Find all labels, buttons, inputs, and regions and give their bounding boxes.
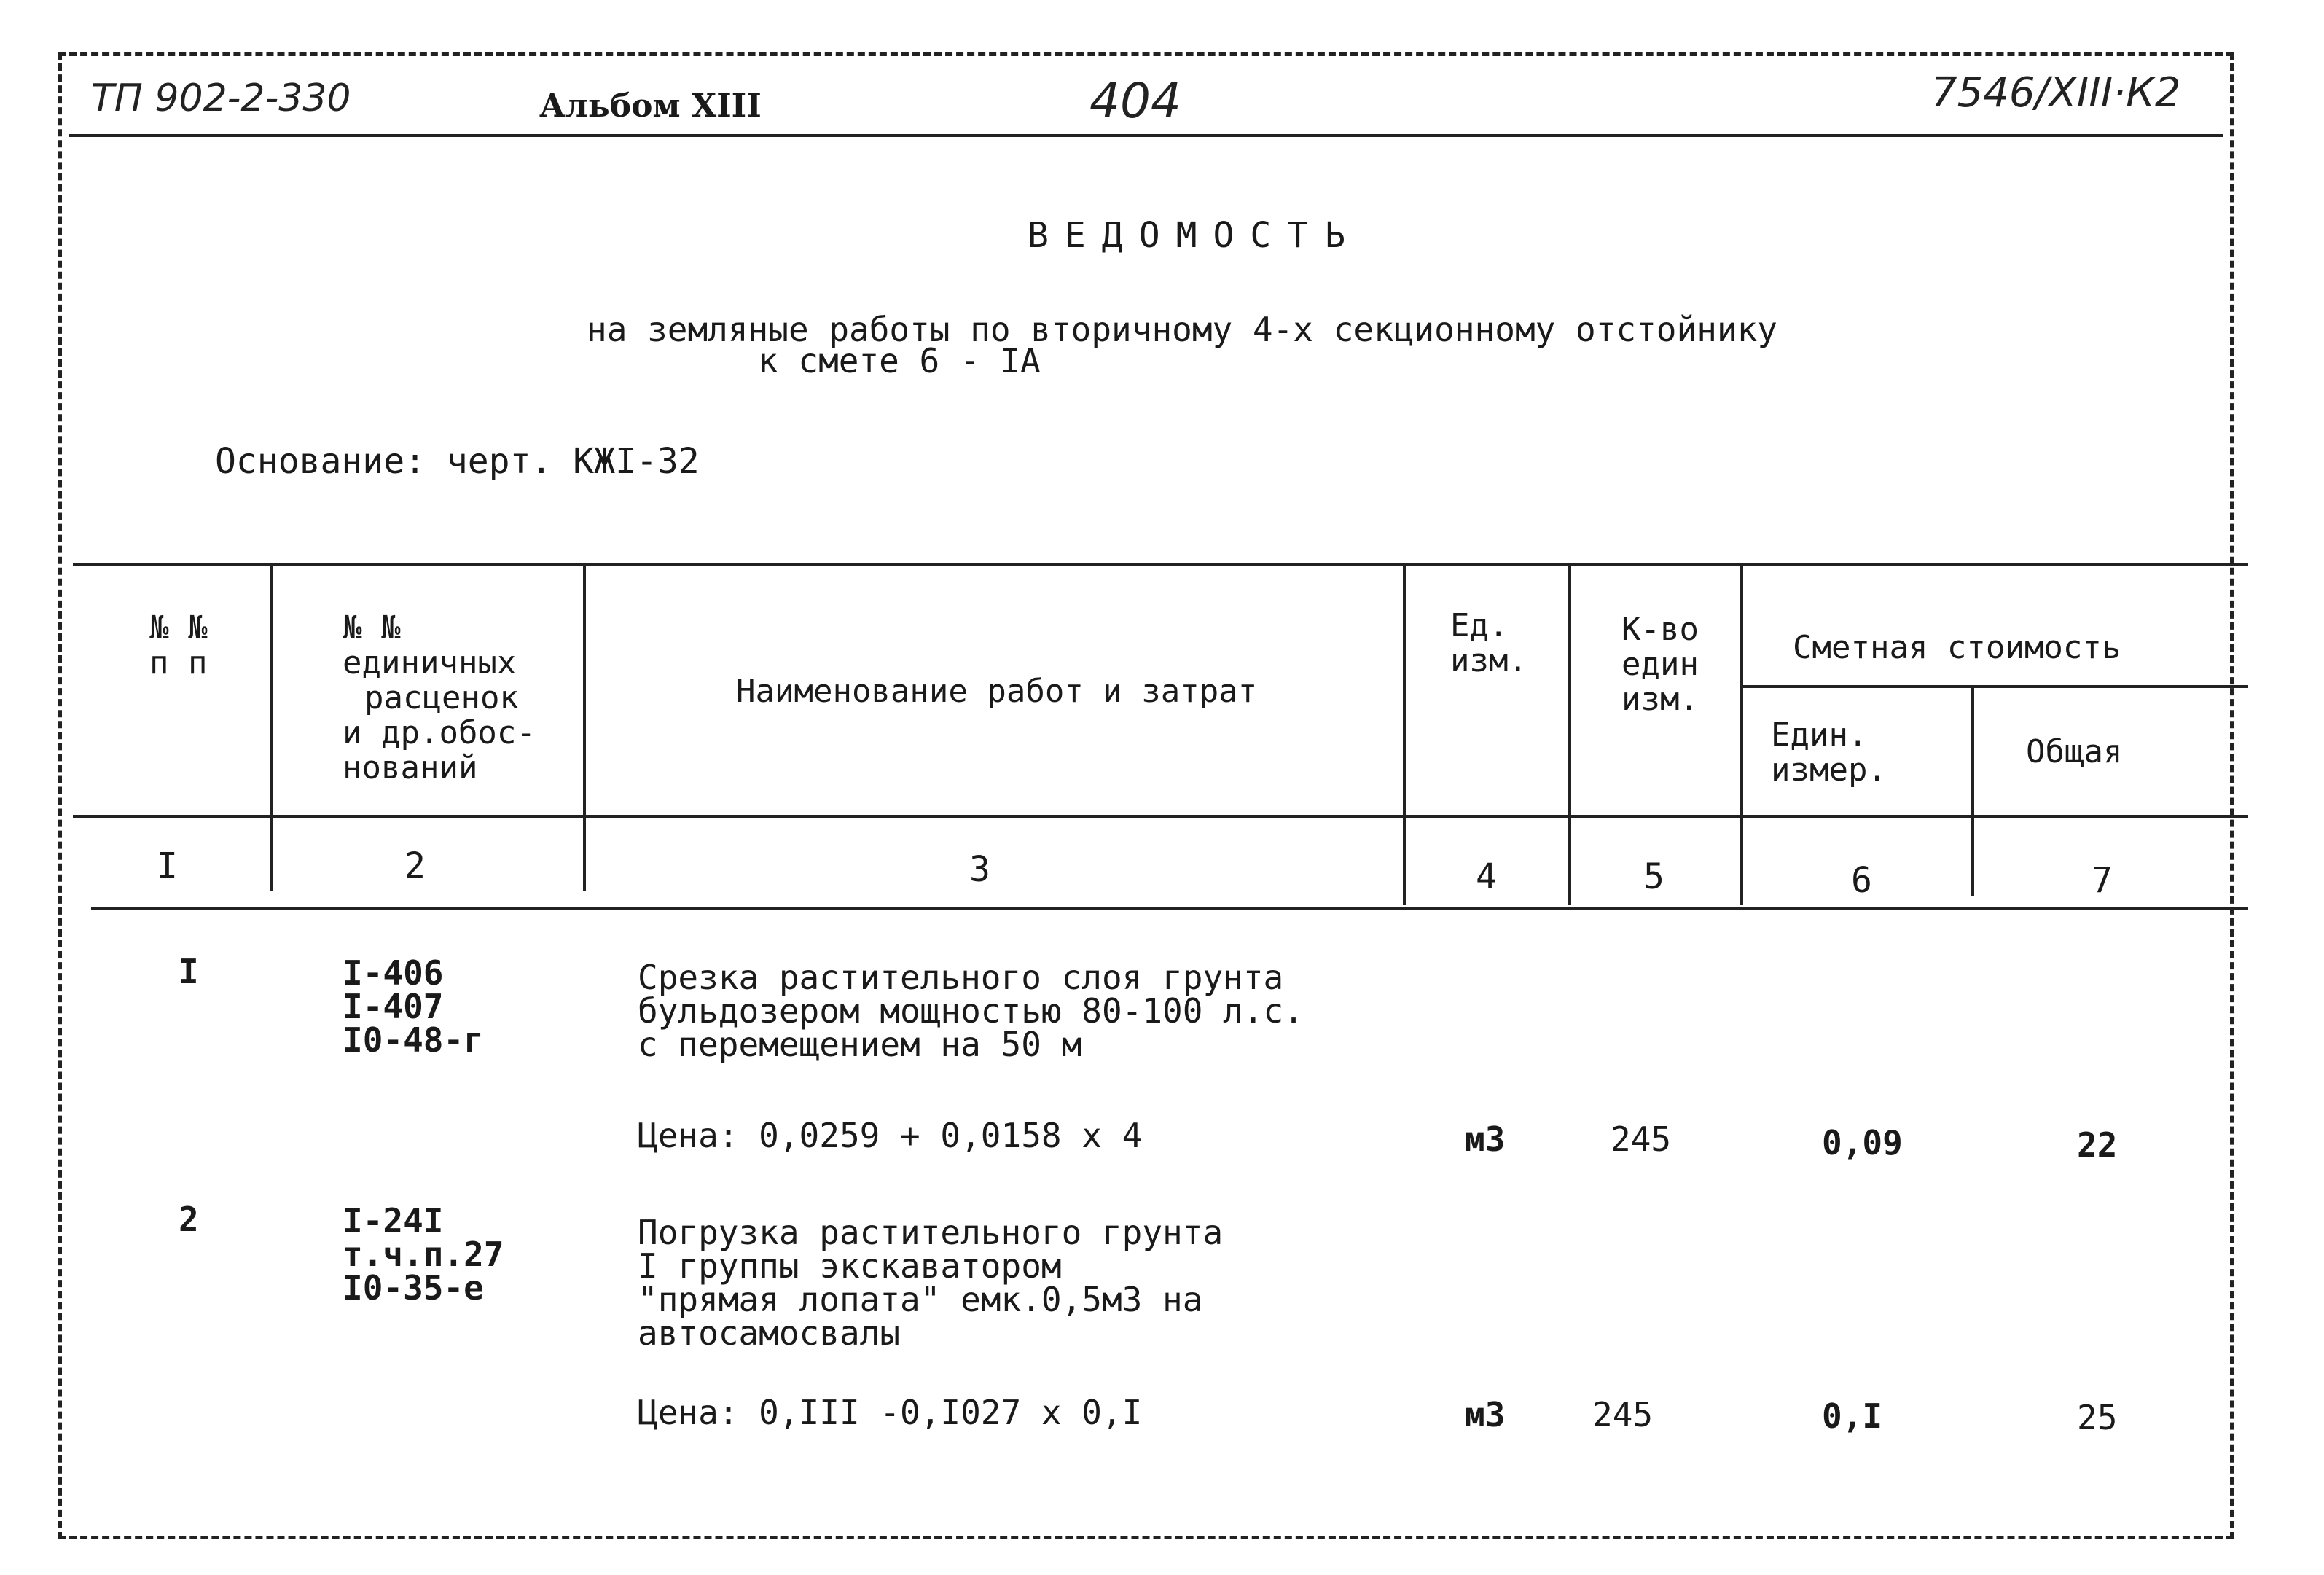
row1-total: 22	[2077, 1125, 2118, 1165]
header-col4	[1450, 609, 1527, 679]
colnum-3: 3	[969, 849, 990, 890]
row2-name	[638, 1213, 1224, 1353]
row2-refs	[343, 1201, 504, 1308]
row2-ref-1: I-24I	[343, 1201, 444, 1240]
header-col6-line2: измер.	[1771, 751, 1887, 789]
header-col4-line2: изм.	[1450, 642, 1527, 679]
col-divider-4	[1568, 563, 1571, 905]
colnum-6: 6	[1851, 860, 1872, 901]
row1-name-line1: Срезка растительного слоя грунта	[638, 958, 1284, 997]
col-divider-1	[270, 563, 273, 891]
header-col1	[149, 611, 207, 681]
row2-ref-3: I0-35-е	[343, 1268, 484, 1308]
row1-ref-3: I0-48-г	[343, 1020, 484, 1060]
row1-number: I	[179, 952, 199, 991]
row2-price: Цена: 0,III -0,I027 x 0,I	[638, 1393, 1143, 1432]
header-col6-line1: Един.	[1771, 716, 1868, 754]
estimate-reference: к смете 6 - IA	[758, 341, 1041, 380]
header-col2	[343, 611, 536, 786]
row2-number: 2	[179, 1200, 199, 1239]
col-divider-2	[583, 563, 586, 891]
row1-name-line2: бульдозером мощностью 80-100 л.с.	[638, 991, 1304, 1031]
colnum-2: 2	[404, 845, 426, 886]
cost-subheader-rule	[1740, 685, 2248, 688]
row2-ref-2: т.ч.п.27	[343, 1235, 504, 1274]
row1-unit: м3	[1465, 1119, 1506, 1159]
header-cost-group: Сметная стоимость	[1793, 629, 2121, 666]
col-divider-5	[1740, 563, 1743, 905]
row2-total: 25	[2077, 1398, 2118, 1437]
row1-qty: 245	[1611, 1119, 1672, 1159]
colnum-7: 7	[2092, 860, 2113, 901]
header-col1-line2: п п	[149, 644, 208, 681]
row1-ref-2: I-407	[343, 987, 444, 1026]
header-col1-line1: № №	[149, 609, 208, 646]
row2-unit-cost: 0,I	[1822, 1396, 1883, 1436]
row2-unit: м3	[1465, 1395, 1506, 1434]
inventory-number: 7546/XIII·К2	[1931, 69, 2181, 117]
header-col2-line2: единичных	[343, 644, 517, 681]
header-col2-line3: расценок	[364, 679, 519, 716]
header-col5-line2: един	[1621, 646, 1699, 683]
colnum-4: 4	[1476, 856, 1497, 897]
row2-qty: 245	[1592, 1395, 1654, 1434]
header-col2-line4: и др.обос-	[343, 714, 536, 751]
header-rule	[69, 134, 2223, 137]
header-col4-line1: Ед.	[1450, 607, 1509, 644]
col-divider-3	[1403, 563, 1406, 905]
header-col6	[1771, 718, 1887, 788]
header-col2-line1: № №	[343, 609, 401, 646]
header-col5	[1621, 612, 1699, 717]
album-label: Альбом XIII	[539, 87, 762, 125]
col-divider-6	[1971, 685, 1974, 896]
document-subtitle: на земляные работы по вторичному 4-х секционному отстойнику	[587, 310, 1777, 349]
colnum-5: 5	[1643, 856, 1664, 897]
row1-price: Цена: 0,0259 + 0,0158 x 4	[638, 1116, 1143, 1155]
row1-ref-1: I-406	[343, 953, 444, 993]
project-code: ТП 902-2-330	[91, 77, 351, 120]
header-col3: Наименование работ и затрат	[736, 673, 1258, 710]
header-bottom-rule	[73, 815, 2248, 818]
row2-name-line2: I группы экскаватором	[638, 1246, 1062, 1286]
row1-name	[638, 958, 1304, 1064]
basis-line: Основание: черт. КЖI-32	[215, 441, 700, 482]
colnum-1: I	[157, 845, 178, 886]
row1-refs	[343, 953, 484, 1060]
page-number: 404	[1089, 73, 1181, 129]
document-title: ВЕДОМОСТЬ	[1028, 215, 1362, 256]
header-col2-line5: нований	[343, 749, 478, 786]
row2-name-line4: автосамосвалы	[638, 1313, 901, 1353]
header-col5-line3: изм.	[1621, 681, 1699, 718]
row1-unit-cost: 0,09	[1822, 1123, 1903, 1162]
colnum-bottom-rule	[91, 907, 2248, 910]
header-col5-line1: К-во	[1621, 611, 1699, 648]
header-col7: Общая	[2026, 733, 2123, 770]
row2-name-line3: "прямая лопата" емк.0,5м3 на	[638, 1280, 1203, 1319]
row2-name-line1: Погрузка растительного грунта	[638, 1213, 1224, 1252]
table-top-rule	[73, 563, 2248, 566]
row1-name-line3: с перемещением на 50 м	[638, 1025, 1082, 1064]
